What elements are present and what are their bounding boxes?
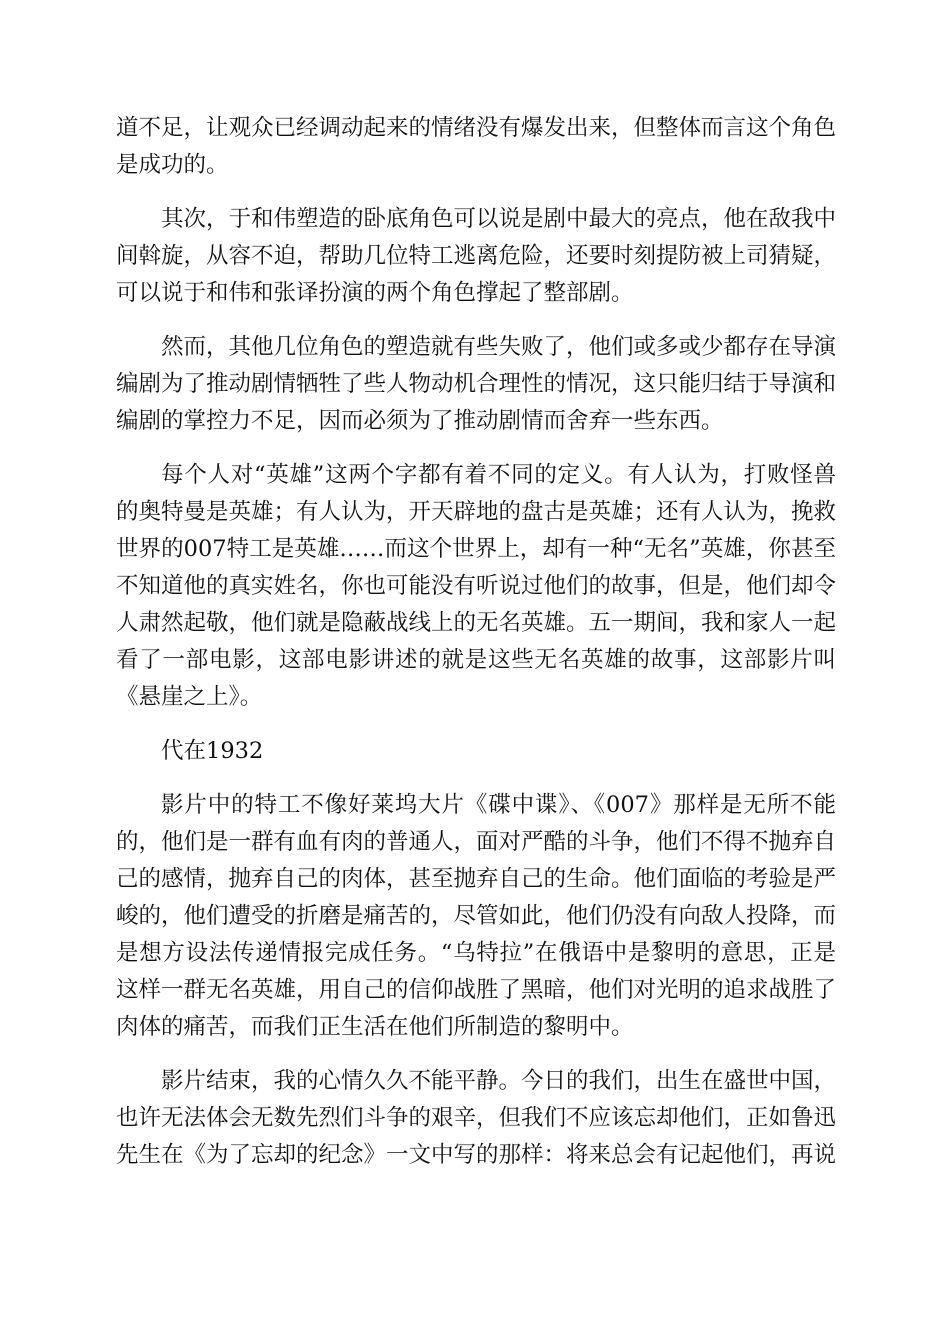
paragraph-hero-definition: 每个人对“英雄”这两个字都有着不同的定义。有人认为，打败怪兽的奥特曼是英雄；有人认为，开天辟地的盘古是英雄；还有人认为，挽救世界的007特工是英雄……而这个世界上，却有一种“无名”英雄，你甚至不知道他的真实姓名，你也可能没有听说过他们的故事，但是，他们却令人肃然起敬，他们就是隐蔽战线上的无名英雄。五一期间，我和家人一起看了一部电影，这部电影讲述的就是这些无名英雄的故事，这部影片叫《悬崖之上》。 xyxy=(116,462,837,710)
paragraph-other-roles: 然而，其他几位角色的塑造就有些失败了，他们或多或少都存在导演编剧为了推动剧情牺牲了些人物动机合理性的情况，这只能归结于导演和编剧的掌控力不足，因而必须为了推动剧情而舍弃一些东西。 xyxy=(116,334,837,434)
paragraph-agents: 影片中的特工不像好莱坞大片《碟中谍》、《007》那样是无所不能的，他们是一群有血有肉的普通人，面对严酷的斗争，他们不得不抛弃自己的感情，抛弃自己的肉体，甚至抛弃自己的生命。他们面临的考验是严峻的，他们遭受的折磨是痛苦的，尽管如此，他们仍没有向敌人投降，而是想方设法传递情报完成任务。“乌特拉”在俄语中是黎明的意思，正是这样一群无名英雄，用自己的信仰战胜了黑暗，他们对光明的追求战胜了肉体的痛苦，而我们正生活在他们所制造的黎明中。 xyxy=(116,792,837,1040)
document-page xyxy=(116,110,836,1191)
paragraph-era: 代在1932 xyxy=(161,738,264,764)
paragraph-conclusion: 影片结束，我的心情久久不能平静。今日的我们，出生在盛世中国，也许无法体会无数先烈们斗争的艰辛，但我们不应该忘却他们，正如鲁迅先生在《为了忘却的纪念》一文中写的那样：将来总会有记起他们，再说 xyxy=(116,1068,837,1168)
paragraph-character-success: 道不足，让观众已经调动起来的情绪没有爆发出来，但整体而言这个角色是成功的。 xyxy=(116,115,837,178)
paragraph-undercover-role: 其次，于和伟塑造的卧底角色可以说是剧中最大的亮点，他在敌我中间斡旋，从容不迫，帮助几位特工逃离危险，还要时刻提防被上司猜疑，可以说于和伟和张译扮演的两个角色撑起了整部剧。 xyxy=(116,206,837,306)
